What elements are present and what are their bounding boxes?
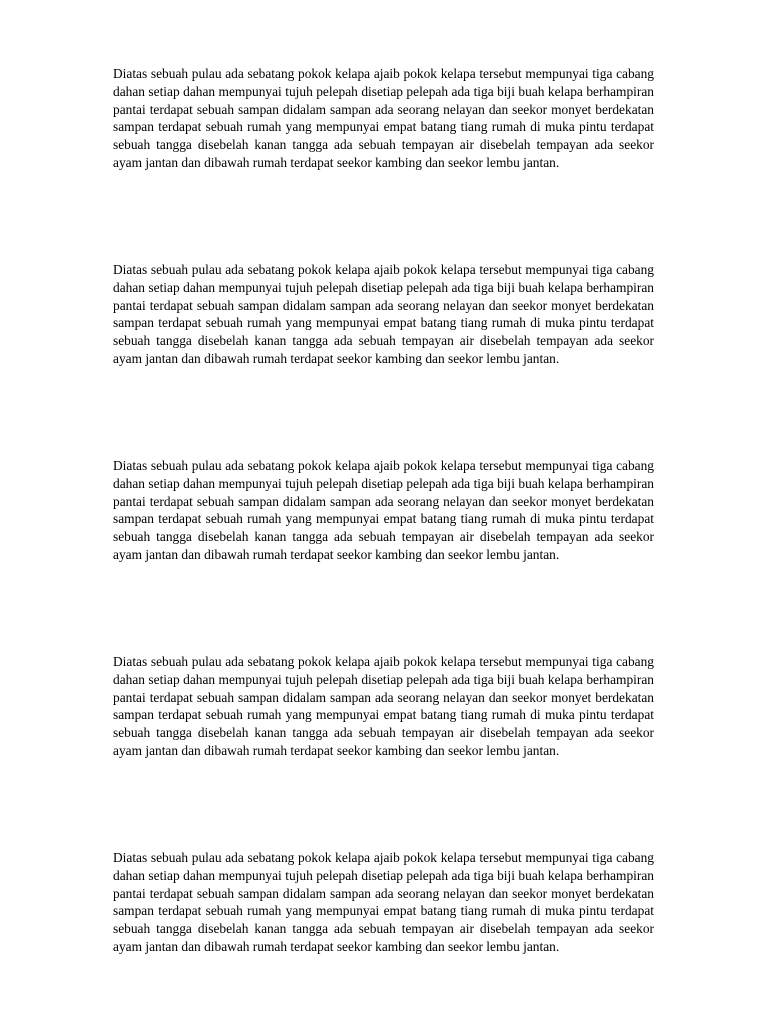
paragraph: Diatas sebuah pulau ada sebatang pokok kelapa ajaib pokok kelapa tersebut mempunyai tiga cabang dahan setiap dahan mempunyai tujuh pelepah disetiap pelepah ada tiga biji buah kelapa berhampiran pantai terdapat sebuah sampan didalam sampan ada seorang nelayan dan seekor monyet berdekatan sampan terdapat sebuah rumah yang mempunyai empat batang tiang rumah di muka pintu terdapat sebuah tangga disebelah kanan tangga ada sebuah tempayan air disebelah tempayan ada seekor ayam jantan dan dibawah rumah terdapat seekor kambing dan seekor lembu jantan.	[113, 262, 654, 366]
paragraph: Diatas sebuah pulau ada sebatang pokok kelapa ajaib pokok kelapa tersebut mempunyai tiga cabang dahan setiap dahan mempunyai tujuh pelepah disetiap pelepah ada tiga biji buah kelapa berhampiran pantai terdapat sebuah sampan didalam sampan ada seorang nelayan dan seekor monyet berdekatan sampan terdapat sebuah rumah yang mempunyai empat batang tiang rumah di muka pintu terdapat sebuah tangga disebelah kanan tangga ada sebuah tempayan air disebelah tempayan ada seekor ayam jantan dan dibawah rumah terdapat seekor kambing dan seekor lembu jantan.	[113, 66, 654, 170]
paragraph: Diatas sebuah pulau ada sebatang pokok kelapa ajaib pokok kelapa tersebut mempunyai tiga cabang dahan setiap dahan mempunyai tujuh pelepah disetiap pelepah ada tiga biji buah kelapa berhampiran pantai terdapat sebuah sampan didalam sampan ada seorang nelayan dan seekor monyet berdekatan sampan terdapat sebuah rumah yang mempunyai empat batang tiang rumah di muka pintu terdapat sebuah tangga disebelah kanan tangga ada sebuah tempayan air disebelah tempayan ada seekor ayam jantan dan dibawah rumah terdapat seekor kambing dan seekor lembu jantan.	[113, 654, 654, 758]
paragraph: Diatas sebuah pulau ada sebatang pokok kelapa ajaib pokok kelapa tersebut mempunyai tiga cabang dahan setiap dahan mempunyai tujuh pelepah disetiap pelepah ada tiga biji buah kelapa berhampiran pantai terdapat sebuah sampan didalam sampan ada seorang nelayan dan seekor monyet berdekatan sampan terdapat sebuah rumah yang mempunyai empat batang tiang rumah di muka pintu terdapat sebuah tangga disebelah kanan tangga ada sebuah tempayan air disebelah tempayan ada seekor ayam jantan dan dibawah rumah terdapat seekor kambing dan seekor lembu jantan.	[113, 458, 654, 562]
paragraph: Diatas sebuah pulau ada sebatang pokok kelapa ajaib pokok kelapa tersebut mempunyai tiga cabang dahan setiap dahan mempunyai tujuh pelepah disetiap pelepah ada tiga biji buah kelapa berhampiran pantai terdapat sebuah sampan didalam sampan ada seorang nelayan dan seekor monyet berdekatan sampan terdapat sebuah rumah yang mempunyai empat batang tiang rumah di muka pintu terdapat sebuah tangga disebelah kanan tangga ada sebuah tempayan air disebelah tempayan ada seekor ayam jantan dan dibawah rumah terdapat seekor kambing dan seekor lembu jantan.	[113, 850, 654, 954]
